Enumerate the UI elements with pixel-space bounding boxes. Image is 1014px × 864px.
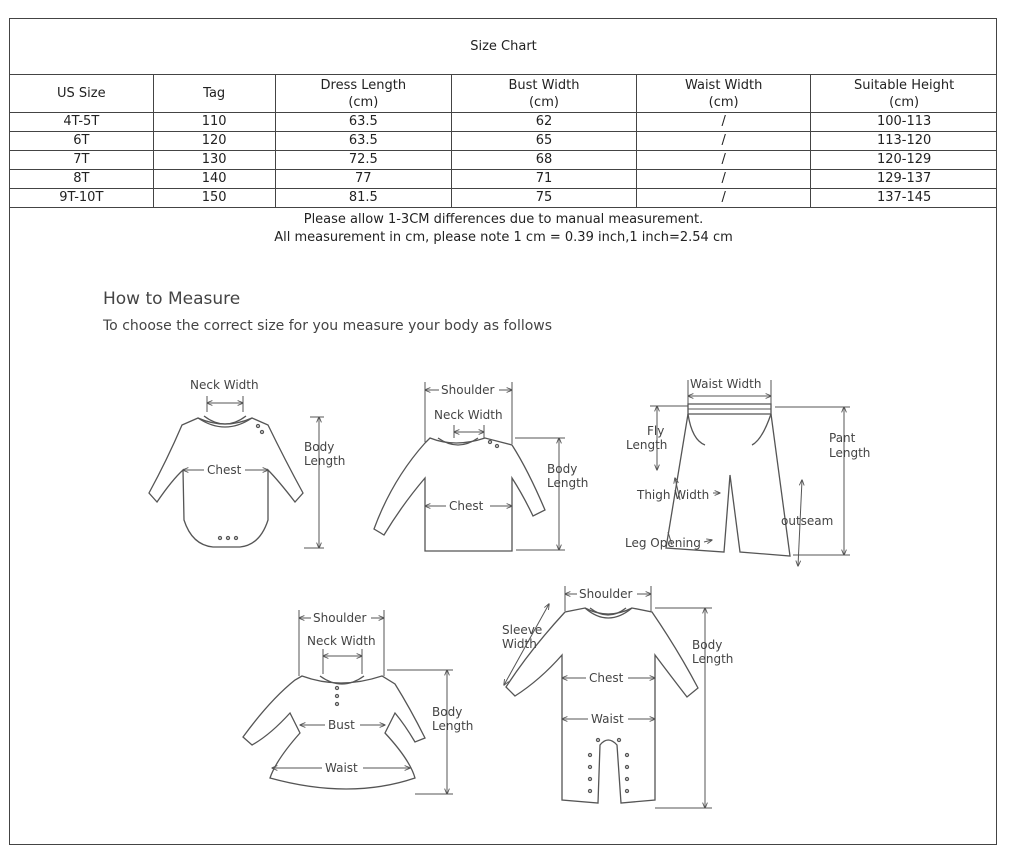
pants-outseam-label: outseam — [781, 514, 834, 528]
dress-bust-label: Bust — [328, 718, 355, 732]
table-cell: 63.5 — [275, 132, 451, 151]
table-row — [10, 132, 997, 151]
pants-leg-label: Leg Opening — [625, 536, 701, 550]
table-cell: 71 — [451, 170, 636, 189]
romper-shoulder-label: Shoulder — [579, 587, 633, 601]
pants-pant-length-label: Length — [829, 446, 871, 460]
table-row — [10, 170, 997, 189]
header-label: Suitable Height — [854, 77, 955, 93]
header-label: Tag — [203, 86, 226, 101]
pants-fly-length-label: Length — [626, 438, 668, 452]
note-line-2: All measurement in cm, please note 1 cm = 0.39 inch,1 inch=2.54 cm — [274, 230, 733, 245]
bodysuit-length-label: Length — [304, 454, 346, 468]
measurement-notes — [10, 211, 997, 247]
table-cell: / — [637, 170, 811, 189]
romper-waist-label: Waist — [591, 712, 624, 726]
table-cell: 150 — [153, 189, 275, 208]
size-chart-sheet — [9, 18, 997, 845]
header-label: Dress Length — [320, 77, 407, 93]
pants-pant-label: Pant — [829, 431, 856, 445]
table-cell: 137-145 — [811, 189, 997, 208]
table-cell: 100-113 — [811, 113, 997, 132]
header-cell — [811, 75, 997, 113]
table-cell: 4T-5T — [10, 113, 153, 132]
dress-length-label: Length — [432, 719, 474, 733]
table-cell: 140 — [153, 170, 275, 189]
romper-length-label: Length — [692, 652, 734, 666]
table-row — [10, 151, 997, 170]
header-cell — [275, 75, 451, 113]
table-row — [10, 113, 997, 132]
how-to-measure-subtitle: To choose the correct size for you measure your body as follows — [103, 318, 553, 334]
pants-thigh-label: Thigh Width — [637, 488, 710, 502]
table-cell: 120-129 — [811, 151, 997, 170]
header-label: Waist Width — [684, 77, 763, 93]
table-cell: 72.5 — [275, 151, 451, 170]
romper-body-label: Body — [692, 638, 723, 652]
bodysuit-chest-label: Chest — [207, 463, 242, 477]
size-table — [10, 19, 997, 208]
header-unit: (cm) — [708, 94, 739, 110]
table-cell: 63.5 — [275, 113, 451, 132]
table-cell: 81.5 — [275, 189, 451, 208]
table-row — [10, 189, 997, 208]
tshirt-length-label: Length — [547, 476, 589, 490]
header-label: US Size — [57, 86, 106, 101]
how-to-measure-title: How to Measure — [103, 289, 241, 309]
table-cell: 7T — [10, 151, 153, 170]
tshirt-chest-label: Chest — [449, 499, 484, 513]
table-cell: 130 — [153, 151, 275, 170]
dress-waist-label: Waist — [325, 761, 358, 775]
header-cell — [637, 75, 811, 113]
table-header-row — [10, 75, 997, 113]
bodysuit-neck-label: Neck Width — [190, 378, 259, 392]
tshirt-neck-label: Neck Width — [434, 408, 503, 422]
table-cell: 8T — [10, 170, 153, 189]
header-label: Bust Width — [508, 77, 580, 93]
table-cell: 65 — [451, 132, 636, 151]
table-cell: / — [637, 113, 811, 132]
table-cell: 113-120 — [811, 132, 997, 151]
table-cell: / — [637, 189, 811, 208]
pants-waist-label: Waist Width — [690, 377, 762, 391]
table-title: Size Chart — [10, 19, 997, 75]
header-cell — [153, 75, 275, 113]
table-cell: 68 — [451, 151, 636, 170]
table-cell: 75 — [451, 189, 636, 208]
tshirt-shoulder-label: Shoulder — [441, 383, 495, 397]
pants-fly-label: Fly — [647, 424, 665, 438]
table-cell: 129-137 — [811, 170, 997, 189]
romper-chest-label: Chest — [589, 671, 624, 685]
bodysuit-body-label: Body — [304, 440, 335, 454]
header-unit: (cm) — [528, 94, 559, 110]
header-cell — [451, 75, 636, 113]
table-cell: 6T — [10, 132, 153, 151]
table-cell: 110 — [153, 113, 275, 132]
table-cell: 77 — [275, 170, 451, 189]
dress-body-label: Body — [432, 705, 463, 719]
table-cell: 120 — [153, 132, 275, 151]
note-line-1: Please allow 1-3CM differences due to manual measurement. — [303, 212, 704, 227]
romper-sleeve-width-label: Width — [502, 637, 537, 651]
romper-sleeve-label: Sleeve — [502, 623, 543, 637]
header-unit: (cm) — [889, 94, 920, 110]
table-cell: 9T-10T — [10, 189, 153, 208]
tshirt-body-label: Body — [547, 462, 578, 476]
dress-neck-label: Neck Width — [307, 634, 376, 648]
dress-shoulder-label: Shoulder — [313, 611, 367, 625]
header-unit: (cm) — [348, 94, 379, 110]
table-cell: / — [637, 151, 811, 170]
table-cell: / — [637, 132, 811, 151]
table-cell: 62 — [451, 113, 636, 132]
header-cell — [10, 75, 153, 113]
